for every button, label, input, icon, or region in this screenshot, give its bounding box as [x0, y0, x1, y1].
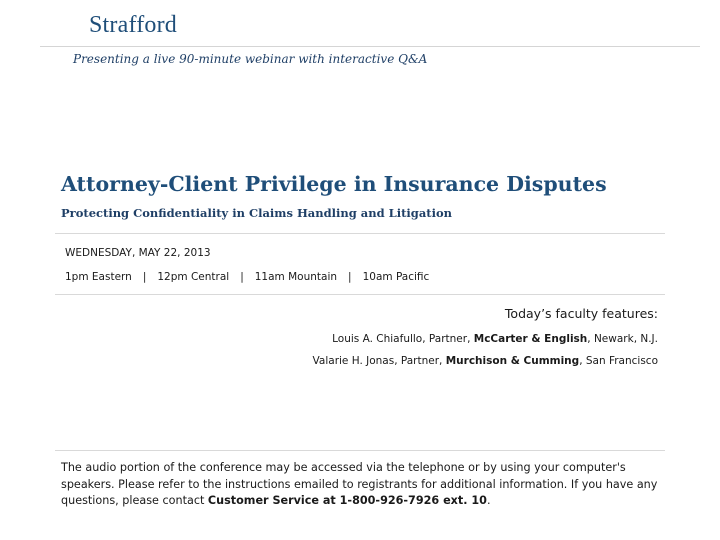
time-central: 12pm Central: [157, 271, 230, 283]
time-separator: |: [142, 271, 147, 283]
time-eastern: 1pm Eastern: [65, 271, 132, 283]
divider-top: [55, 233, 665, 234]
time-pacific: 10am Pacific: [362, 271, 430, 283]
faculty-member: [313, 355, 658, 367]
customer-service-contact: Customer Service at 1-800-926-7926 ext. 10: [207, 494, 487, 507]
faculty-name: Louis A. Chiafullo, Partner,: [332, 333, 474, 345]
faculty-location: , San Francisco: [579, 355, 658, 367]
faculty-member: [332, 333, 658, 345]
strafford-logo: Strafford: [89, 12, 178, 38]
webinar-title: Attorney-Client Privilege in Insurance Disputes: [61, 172, 607, 196]
divider-bottom: [55, 450, 665, 451]
time-separator: |: [240, 271, 244, 283]
faculty-heading: Today’s faculty features:: [504, 306, 658, 321]
tagline: Presenting a live 90-minute webinar with interactive Q&A: [73, 52, 428, 66]
faculty-firm: Murchison & Cumming: [445, 355, 580, 367]
divider-middle: [55, 294, 665, 295]
webinar-date: WEDNESDAY, MAY 22, 2013: [65, 247, 211, 259]
faculty-location: , Newark, N.J.: [587, 333, 658, 345]
time-separator: |: [348, 271, 352, 283]
webinar-times: [65, 271, 429, 283]
webinar-subtitle: Protecting Confidentiality in Claims Handling and Litigation: [61, 206, 453, 220]
footer-end: .: [486, 494, 491, 507]
footer-note: [61, 460, 661, 510]
header-divider: [40, 46, 700, 47]
time-mountain: 11am Mountain: [254, 271, 338, 283]
faculty-firm: McCarter & English: [473, 333, 588, 345]
footer-text: The audio portion of the conference may be accessed via the telephone or by using your computer's speakers. Please refer to the instructions emailed to registrants for additional information. If you have any questions, please contact: [61, 461, 658, 507]
faculty-name: Valarie H. Jonas, Partner,: [312, 355, 446, 367]
